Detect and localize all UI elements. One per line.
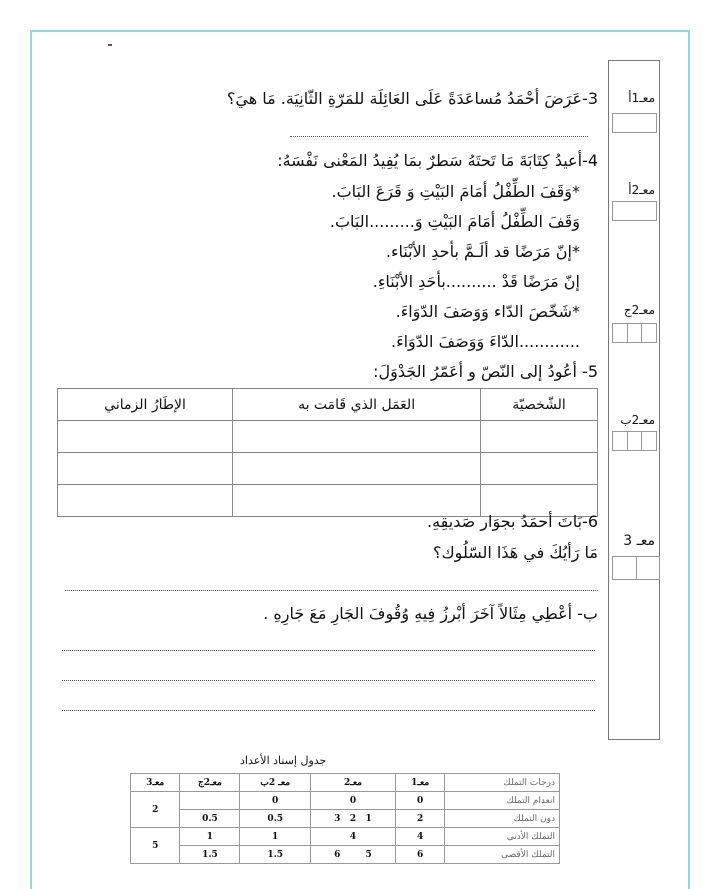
- question-6-statement: 6-بَاتَ أحمَدُ بجوَار صَديقِهِ.: [426, 512, 598, 531]
- header-character: الشّخصيّة: [481, 389, 598, 421]
- cell: 4: [395, 828, 444, 846]
- question-5-title: 5- أعُودُ إلى النّصّ و أعَمّرُ الجَدْوَلَ:: [373, 362, 598, 381]
- answer-line-q6b[interactable]: [62, 650, 595, 651]
- cell: 2: [131, 792, 180, 828]
- cell: 1.5: [180, 846, 240, 864]
- cell[interactable]: [58, 421, 233, 453]
- cell: 1: [240, 828, 311, 846]
- cell: [180, 792, 240, 810]
- grading-table: [130, 773, 560, 864]
- header: معـ3: [131, 774, 180, 792]
- criterion-label: معـ2ب: [620, 413, 655, 427]
- criterion-label: معـ2ج: [623, 303, 655, 317]
- scan-mark: [108, 44, 112, 46]
- cell[interactable]: [481, 453, 598, 485]
- header: معـ2: [310, 774, 395, 792]
- cell: 5 6: [310, 846, 395, 864]
- q4-line: إنّ مَرَضًا قَدْ ..........بأحَدِ الأبْنَاءِ.: [372, 272, 580, 291]
- cell: 0: [240, 792, 311, 810]
- cell: 0: [310, 792, 395, 810]
- score-box[interactable]: [612, 431, 657, 451]
- table-row: [58, 421, 598, 453]
- row-label: التملك الأدنى: [445, 828, 560, 846]
- q4-line: *وَقَفَ الطِّفْلُ أمَامَ البَيْتِ وَ قَرَعَ البَابَ.: [331, 182, 580, 201]
- score-box[interactable]: [612, 201, 657, 221]
- cell: 6: [395, 846, 444, 864]
- answer-line-q6b[interactable]: [62, 680, 595, 681]
- cell: 5: [131, 828, 180, 864]
- cell[interactable]: [481, 421, 598, 453]
- score-box[interactable]: [612, 323, 657, 343]
- header-action: العَمَل الذي قَامَت به: [233, 389, 481, 421]
- row-label: التملك الأقصى: [445, 846, 560, 864]
- q4-line: *شَخّصَ الدّاء وَوَصَفَ الدّوَاءَ.: [395, 302, 580, 321]
- header: درجات التملك: [445, 774, 560, 792]
- question-4-title: 4-أعيدُ كِتَابَةَ مَا تَحتَهُ سَطرٌ بمَا يُفِيدُ المَعْنى نَفْسَهُ:: [277, 151, 598, 170]
- table-row: [131, 792, 560, 810]
- question-6-b: ب- أعْطِي مِثَالاً آخَرَ أبْرزُ فِيهِ وُقُوفَ الجَارِ مَعَ جَارِهِ .: [263, 604, 598, 623]
- table-row: [131, 810, 560, 828]
- header: معـ 2ب: [240, 774, 311, 792]
- grading-margin: [608, 60, 660, 740]
- cell: 0: [395, 792, 444, 810]
- cell[interactable]: [233, 453, 481, 485]
- answer-line-q3[interactable]: [290, 136, 588, 137]
- cell[interactable]: [233, 421, 481, 453]
- criterion-label: معـ2أ: [628, 183, 655, 197]
- q4-line: وَقَفَ الطِّفْلُ أمَامَ البَيْتِ وَ.........البَابَ.: [329, 212, 580, 231]
- criterion-label: معـ 3: [623, 533, 655, 549]
- q4-line: ............الدّاءَ وَوَصَفَ الدّوَاءَ.: [391, 332, 580, 351]
- row-label: انعدام التملك: [445, 792, 560, 810]
- grading-table-title: جدول إسناد الأعداد: [240, 754, 327, 767]
- q4-line: *إنّ مَرَضًا قد ألَـمَّ بأحدِ الأبْنَاء.: [385, 242, 580, 261]
- cell: 2: [395, 810, 444, 828]
- question-3: 3-عَرَضَ أحْمَدُ مُساعَدَةً عَلَى العَائِلَة للمَرّةِ الثّانِيَة. مَا هيَ؟: [226, 89, 598, 108]
- answer-line-q6a[interactable]: [65, 590, 598, 591]
- cell[interactable]: [58, 485, 233, 517]
- row-label: دون التملك: [445, 810, 560, 828]
- cell: 0.5: [240, 810, 311, 828]
- cell: 4: [310, 828, 395, 846]
- cell[interactable]: [58, 453, 233, 485]
- answer-line-q6b[interactable]: [62, 710, 595, 711]
- cell: 1 2 3: [310, 810, 395, 828]
- criterion-label: معـ1أ: [628, 91, 655, 105]
- score-box[interactable]: [612, 556, 660, 580]
- header: معـ1: [395, 774, 444, 792]
- table-row: [58, 453, 598, 485]
- cell: 1: [180, 828, 240, 846]
- header: معـ2ج: [180, 774, 240, 792]
- question-6-a: مَا رَأيُكَ في هَذَا السّلُوك؟: [433, 543, 598, 562]
- q5-table: [57, 388, 598, 517]
- cell: 1.5: [240, 846, 311, 864]
- cell: 0.5: [180, 810, 240, 828]
- score-box[interactable]: [612, 113, 657, 133]
- table-row: [131, 846, 560, 864]
- header-time-frame: الإطَارُ الزماني: [58, 389, 233, 421]
- table-row: [131, 828, 560, 846]
